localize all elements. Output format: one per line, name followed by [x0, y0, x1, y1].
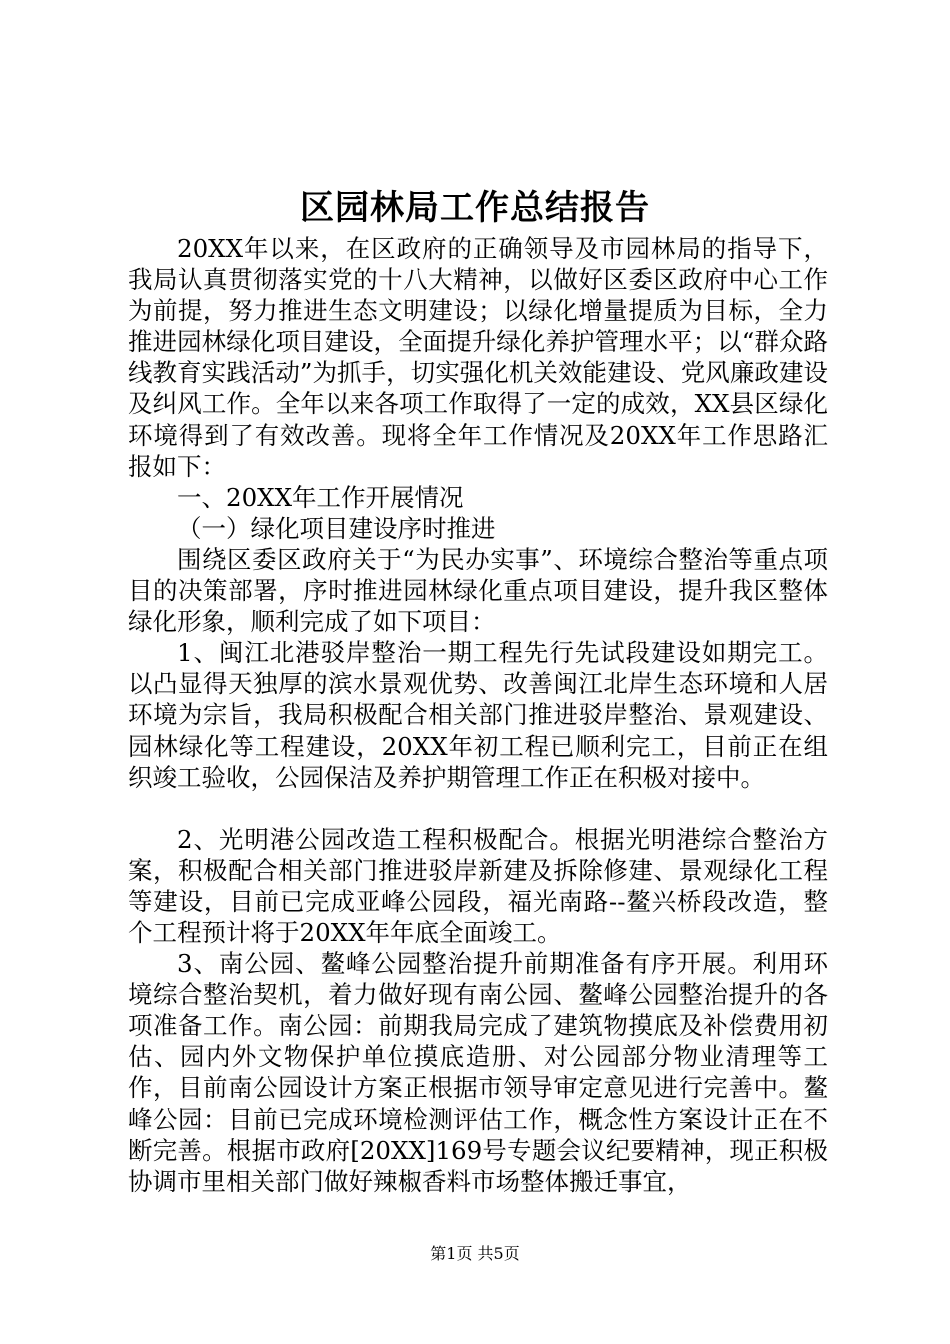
- paragraph-item-1: 1、闽江北港驳岸整治一期工程先行先试段建设如期完工。以凸显得天独厚的滨水景观优势、改善闽江北岸生态环境和人居环境为宗旨，我局积极配合相关部门推进驳岸整治、景观建设、园林绿化等工程建设，20XX年初工程已顺利完工，目前正在组织竣工验收，公园保洁及养护期管理工作正在积极对接中。: [128, 638, 828, 792]
- page-footer: 第1页 共5页: [430, 1244, 520, 1263]
- paragraph-projects-overview: 围绕区委区政府关于“为民办实事”、环境综合整治等重点项目的决策部署，序时推进园林绿化重点项目建设，提升我区整体绿化形象，顺利完成了如下项目：: [128, 544, 828, 637]
- paragraph-item-3: 3、南公园、鳌峰公园整治提升前期准备有序开展。利用环境综合整治契机，着力做好现有南公园、鳌峰公园整治提升的各项准备工作。南公园：前期我局完成了建筑物摸底及补偿费用初估、园内外文物保护单位摸底造册、对公园部分物业清理等工作，目前南公园设计方案正根据市领导审定意见进行完善中。鳌峰公园：目前已完成环境检测评估工作，概念性方案设计正在不断完善。根据市政府[20XX]169号专题会议纪要精神，现正积极协调市里相关部门做好辣椒香料市场整体搬迁事宜，: [128, 949, 828, 1196]
- section-heading: 一、20XX年工作开展情况: [177, 482, 464, 512]
- subsection-heading: （一）绿化项目建设序时推进: [177, 513, 496, 543]
- document-body: [128, 233, 828, 1197]
- paragraph-item-2: 2、光明港公园改造工程积极配合。根据光明港综合整治方案，积极配合相关部门推进驳岸新建及拆除修建、景观绿化工程等建设，目前已完成亚峰公园段，福光南路--鳌兴桥段改造，整个工程预计将于20XX年年底全面竣工。: [128, 824, 828, 947]
- paragraph-intro: 20XX年以来，在区政府的正确领导及市园林局的指导下，我局认真贯彻落实党的十八大精神，以做好区委区政府中心工作为前提，努力推进生态文明建设；以绿化增量提质为目标，全力推进园林绿化项目建设，全面提升绿化养护管理水平；以“群众路线教育实践活动”为抓手，切实强化机关效能建设、党风廉政建设及纠风工作。全年以来各项工作取得了一定的成效，XX县区绿化环境得到了有效改善。现将全年工作情况及20XX年工作思路汇报如下：: [128, 234, 828, 481]
- document-title: 区园林局工作总结报告: [300, 188, 650, 228]
